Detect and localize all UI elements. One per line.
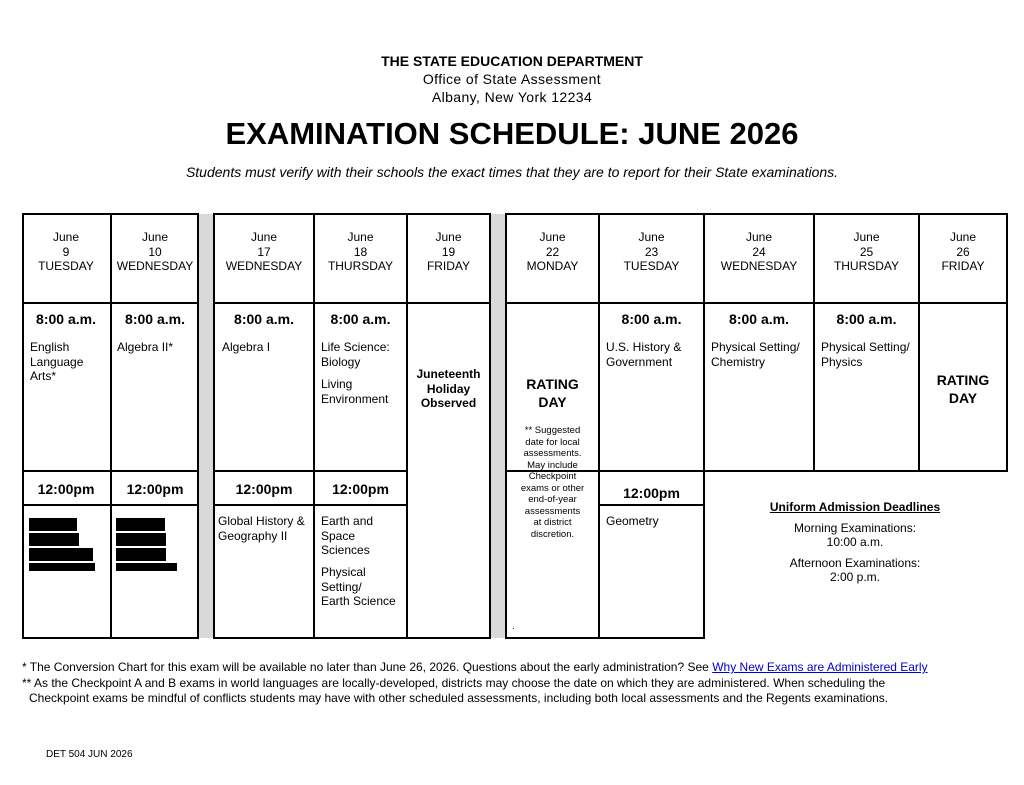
exam-earth-and-space-sciences: Earth and Space Sciences xyxy=(321,514,374,557)
redacted-block xyxy=(116,518,165,531)
exam-life-science-biology: Life Science: Biology xyxy=(321,340,390,369)
date-header-june-26: June 26 FRIDAY xyxy=(941,230,985,273)
admission-deadlines-title: Uniform Admission Deadlines xyxy=(769,500,941,514)
date-header-june-24: June 24 WEDNESDAY xyxy=(720,230,798,273)
exam-living-environment: Living Environment xyxy=(321,377,389,406)
office-name: Office of State Assessment xyxy=(422,71,602,87)
afternoon-time: 12:00pm xyxy=(37,481,95,497)
afternoon-time: 12:00pm xyxy=(126,481,184,497)
office-address: Albany, New York 12234 xyxy=(431,89,593,105)
admission-deadlines xyxy=(710,500,1000,585)
redacted-block xyxy=(29,548,93,561)
redacted-block xyxy=(116,563,177,571)
department-name: THE STATE EDUCATION DEPARTMENT xyxy=(381,53,643,69)
exam-algebra-ii: Algebra II* xyxy=(117,340,174,354)
exam-geometry: Geometry xyxy=(606,514,659,528)
rating-day-label: RATING DAY xyxy=(526,376,579,410)
date-header-june-17: June 17 WEDNESDAY xyxy=(225,230,303,273)
exam-global-history-geography-ii: Global History & Geography II xyxy=(218,514,305,543)
rating-day-label: RATING DAY xyxy=(936,372,990,406)
page-subtitle: Students must verify with their schools the exact times that they are to report for their State examinations. xyxy=(185,164,839,180)
exam-physical-setting-physics: Physical Setting/ Physics xyxy=(821,340,910,369)
afternoon-deadline-label: Afternoon Examinations: xyxy=(789,555,921,570)
early-administration-link[interactable]: Why New Exams are Administered Early xyxy=(712,660,928,674)
exam-us-history-government: U.S. History & Government xyxy=(606,340,682,369)
redacted-block xyxy=(29,518,77,531)
afternoon-time: 12:00pm xyxy=(332,481,389,497)
morning-time: 8:00 a.m. xyxy=(621,311,682,327)
morning-deadline-time: 10:00 a.m. xyxy=(826,535,884,549)
local-assessment-note: ** Suggested date for local assessments. May include Checkpoint exams or other end-of-year assessments at district discretion. xyxy=(520,425,585,540)
morning-time: 8:00 a.m. xyxy=(36,311,96,327)
morning-time: 8:00 a.m. xyxy=(125,311,185,327)
redacted-block xyxy=(29,533,79,546)
stray-mark: . xyxy=(512,621,515,632)
date-header-june-18: June 18 THURSDAY xyxy=(327,230,394,273)
afternoon-time: 12:00pm xyxy=(623,485,680,501)
exam-algebra-i: Algebra I xyxy=(222,340,271,354)
morning-time: 8:00 a.m. xyxy=(330,311,391,327)
date-header-june-22: June 22 MONDAY xyxy=(526,230,579,273)
afternoon-deadline-time: 2:00 p.m. xyxy=(829,570,881,584)
morning-time: 8:00 a.m. xyxy=(836,311,897,327)
exam-physical-setting-earth-science: Physical Setting/ Earth Science xyxy=(321,565,396,608)
date-header-june-10: June 10 WEDNESDAY xyxy=(116,230,194,273)
footnote-checkpoint-exams: ** As the Checkpoint A and B exams in world languages are locally-developed, districts may choose the date on which they are administered. When scheduling the Checkpoint exams be mindful of conflicts students may have with other scheduled assessments, including both local assessments and the Regents examinations. xyxy=(22,676,889,705)
date-header-june-25: June 25 THURSDAY xyxy=(833,230,900,273)
date-header-june-23: June 23 TUESDAY xyxy=(623,230,680,273)
exam-english-language-arts: English Language Arts* xyxy=(30,340,84,383)
afternoon-time: 12:00pm xyxy=(235,481,293,497)
footnote-conversion-chart: * The Conversion Chart for this exam will be available no later than June 26, 2026. Questions about the early administration? See Why New Exams are Administered Early xyxy=(22,660,928,674)
page-title: EXAMINATION SCHEDULE: JUNE 2026 xyxy=(225,116,799,151)
redacted-block xyxy=(116,533,166,546)
juneteenth-holiday-note: Juneteenth Holiday Observed xyxy=(416,367,481,410)
document-code: DET 504 JUN 2026 xyxy=(46,749,133,760)
date-header-june-9: June 9 TUESDAY xyxy=(38,230,94,273)
morning-deadline-label: Morning Examinations: xyxy=(793,520,917,535)
morning-time: 8:00 a.m. xyxy=(234,311,294,327)
morning-time: 8:00 a.m. xyxy=(729,311,789,327)
redacted-block xyxy=(29,563,95,571)
date-header-june-19: June 19 FRIDAY xyxy=(426,230,471,273)
redacted-block xyxy=(116,548,166,561)
exam-physical-setting-chemistry: Physical Setting/ Chemistry xyxy=(711,340,800,369)
